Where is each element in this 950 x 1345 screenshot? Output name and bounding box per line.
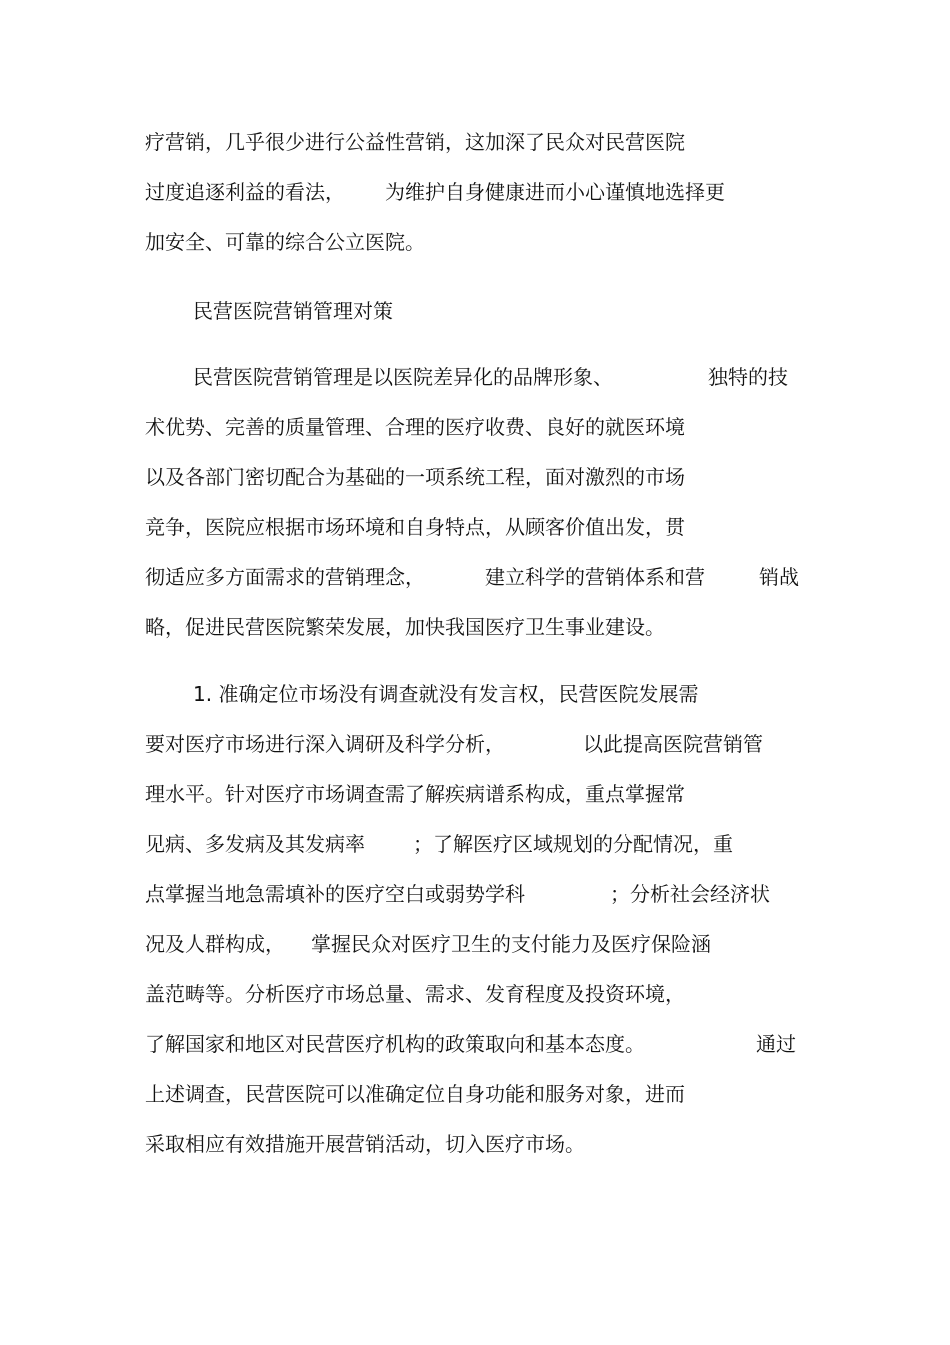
- text-segment: 况及人群构成，: [145, 932, 285, 956]
- text-segment: 了解国家和地区对民营医疗机构的政策取向和基本态度。: [145, 1032, 645, 1056]
- text-segment: 独特的技: [708, 365, 788, 389]
- text-segment: 建立科学的营销体系和营: [485, 565, 705, 589]
- text-segment: 理水平。针对医疗市场调查需了解疾病谱系构成，重点掌握常: [145, 782, 685, 806]
- text-segment: 销战: [759, 565, 799, 589]
- text-segment: ；分析社会经济状: [610, 882, 770, 906]
- text-segment: 以此提高医院营销管: [583, 732, 763, 756]
- text-segment: 要对医疗市场进行深入调研及科学分析，: [145, 732, 505, 756]
- text-segment: 竞争，医院应根据市场环境和自身特点，从顾客价值出发，贯: [145, 515, 685, 539]
- text-segment: 彻适应多方面需求的营销理念，: [145, 565, 425, 589]
- text-segment: 见病、多发病及其发病率: [145, 832, 365, 856]
- text-segment: 为维护自身健康进而小心谨慎地选择更: [385, 180, 725, 204]
- text-segment: 加安全、可靠的综合公立医院。: [145, 230, 425, 254]
- heading-text: 民营医院营销管理对策: [193, 299, 393, 323]
- text-segment: 以及各部门密切配合为基础的一项系统工程，面对激烈的市场: [145, 465, 685, 489]
- text-segment: 民营医院营销管理是以医院差异化的品牌形象、: [193, 365, 613, 389]
- text-segment: 1. 准确定位市场没有调查就没有发言权，民营医院发展需: [193, 682, 699, 706]
- text-segment: 上述调查，民营医院可以准确定位自身功能和服务对象，进而: [145, 1082, 685, 1106]
- text-segment: 点掌握当地急需填补的医疗空白或弱势学科: [145, 882, 525, 906]
- text-segment: 盖范畴等。分析医疗市场总量、需求、发育程度及投资环境，: [145, 982, 685, 1006]
- text-segment: ；了解医疗区域规划的分配情况，重: [413, 832, 733, 856]
- text-segment: 术优势、完善的质量管理、合理的医疗收费、良好的就医环境: [145, 415, 685, 439]
- text-segment: 略，促进民营医院繁荣发展，加快我国医疗卫生事业建设。: [145, 615, 665, 639]
- text-segment: 采取相应有效措施开展营销活动，切入医疗市场。: [145, 1132, 585, 1156]
- text-segment: 掌握民众对医疗卫生的支付能力及医疗保险涵: [311, 932, 711, 956]
- text-segment: 过度追逐利益的看法，: [145, 180, 345, 204]
- text-segment: 通过: [756, 1032, 796, 1056]
- text-segment: 疗营销，几乎很少进行公益性营销，这加深了民众对民营医院: [145, 130, 685, 154]
